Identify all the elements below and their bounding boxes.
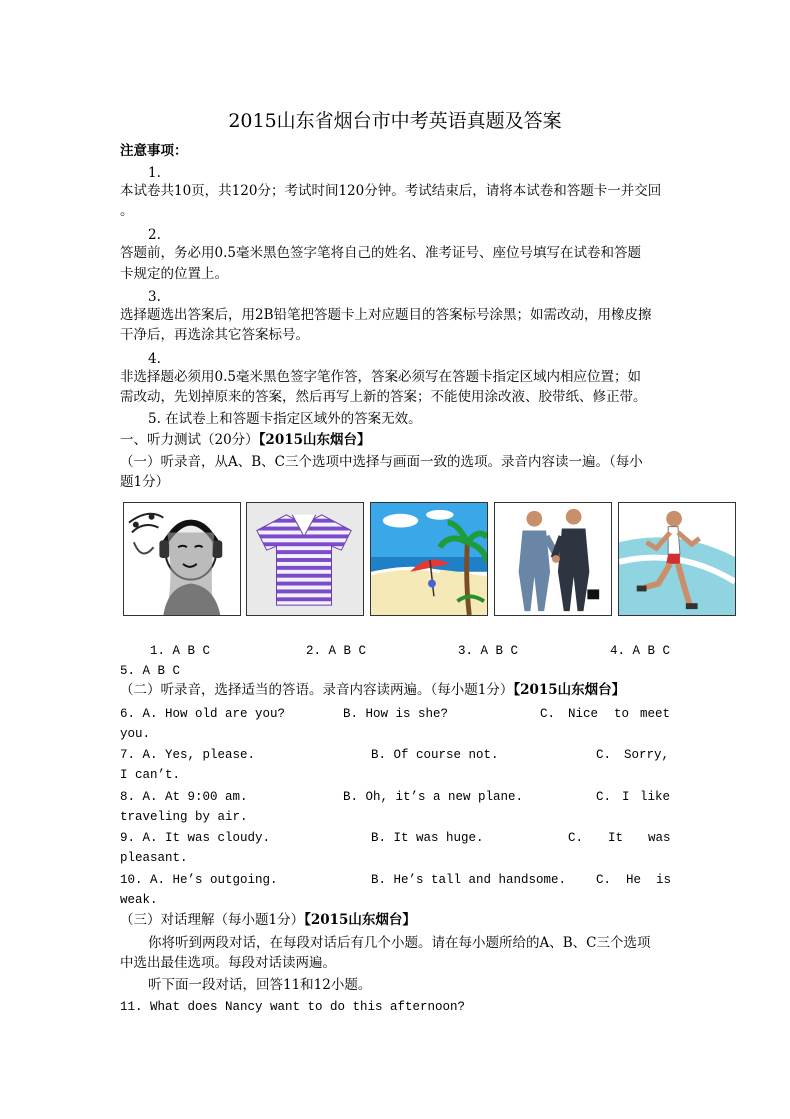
girl-headphones-icon bbox=[124, 503, 240, 615]
picture-beach bbox=[370, 502, 488, 616]
q10-option-c-label: C. bbox=[596, 873, 612, 887]
q6-option-a: 6. A. How old are you? bbox=[120, 707, 286, 721]
page-title: 2015山东省烟台市中考英语真题及答案 bbox=[228, 110, 562, 132]
part-2-tag: 【2015山东烟台】 bbox=[513, 682, 626, 698]
note-3-line-2: 干净后，再选涂其它答案标号。 bbox=[120, 327, 309, 343]
q8-option-c-label: C. bbox=[596, 790, 612, 804]
beach-icon bbox=[371, 503, 487, 615]
q7-option-b: B. Of course not. bbox=[371, 748, 499, 762]
q10-option-b: B. He’s tall and handsome. bbox=[371, 873, 567, 887]
q9-option-a: 9. A. It was cloudy. bbox=[120, 831, 271, 845]
picture-option-5: 5. A B C bbox=[120, 664, 181, 678]
picture-runner bbox=[618, 502, 736, 616]
picture-option-2: 2. A B C bbox=[306, 644, 367, 658]
section-1-heading bbox=[120, 431, 371, 449]
note-1-num: 1. bbox=[148, 165, 161, 181]
note-4-line-1: 非选择题必须用0.5毫米黑色签字笔作答，答案必须写在答题卡指定区域内相应位置；如 bbox=[120, 369, 641, 385]
q9-continuation: pleasant. bbox=[120, 851, 188, 865]
part-3-sub: 听下面一段对话，回答11和12小题。 bbox=[148, 977, 372, 993]
note-2-line-2: 卡规定的位置上。 bbox=[120, 266, 228, 282]
picture-girl-headphones bbox=[123, 502, 241, 616]
note-2-line-1: 答题前，务必用0.5毫米黑色签字笔将自己的姓名、准考证号、座位号填写在试卷和答题 bbox=[120, 245, 641, 261]
runner-icon bbox=[619, 503, 735, 615]
q8-continuation: traveling by air. bbox=[120, 810, 248, 824]
part-3-heading bbox=[120, 911, 416, 929]
q8-option-b: B. Oh, it’s a new plane. bbox=[343, 790, 524, 804]
q6-option-b: B. How is she? bbox=[343, 707, 449, 721]
q7-option-c-label: C. bbox=[596, 748, 612, 762]
part-2-heading bbox=[120, 681, 625, 699]
q9-option-c-w2: was bbox=[648, 831, 671, 845]
part-2-text: （二）听录音，选择适当的答语。录音内容读两遍。（每小题1分） bbox=[120, 682, 514, 698]
q8-option-a: 8. A. At 9:00 am. bbox=[120, 790, 248, 804]
q7-option-a: 7. A. Yes, please. bbox=[120, 748, 256, 762]
note-1-line-2: 。 bbox=[120, 203, 134, 219]
picture-option-3: 3. A B C bbox=[458, 644, 519, 658]
q7-option-c-text: Sorry, bbox=[624, 748, 670, 762]
part-3-text: （三）对话理解（每小题1分） bbox=[120, 912, 305, 928]
note-1-line-1: 本试卷共10页，共120分；考试时间120分钟。考试结束后，请将本试卷和答题卡一并交回 bbox=[120, 183, 662, 199]
striped-shirt-icon bbox=[247, 503, 363, 615]
part-3-intro-line-2: 中选出最佳选项。每段对话读两遍。 bbox=[120, 955, 336, 971]
q6-option-c-w2: to bbox=[614, 707, 630, 721]
part-1-line-2: 题1分） bbox=[120, 474, 170, 490]
notice-header: 注意事项： bbox=[120, 143, 188, 159]
section-1-text: 一、听力测试（20分） bbox=[120, 432, 259, 448]
picture-option-1: 1. A B C bbox=[150, 644, 211, 658]
q9-option-c-label: C. bbox=[568, 831, 584, 845]
note-4-line-2: 需改动，先划掉原来的答案，然后再写上新的答案；不能使用涂改液、胶带纸、修正带。 bbox=[120, 389, 647, 405]
part-1-line-1: （一）听录音，从A、B、C三个选项中选择与画面一致的选项。录音内容读一遍。（每小 bbox=[120, 454, 643, 470]
note-2-num: 2. bbox=[148, 227, 161, 243]
q10-continuation: weak. bbox=[120, 893, 158, 907]
part-3-intro-line-1: 你将听到两段对话，在每段对话后有几个小题。请在每小题所给的A、B、C三个选项 bbox=[148, 935, 651, 951]
note-4-num: 4. bbox=[148, 351, 161, 367]
note-3-num: 3. bbox=[148, 289, 161, 305]
picture-handshake bbox=[494, 502, 612, 616]
q7-continuation: I can’t. bbox=[120, 768, 181, 782]
q6-option-c-w1: Nice bbox=[568, 707, 599, 721]
q9-option-b: B. It was huge. bbox=[371, 831, 484, 845]
picture-striped-shirt bbox=[246, 502, 364, 616]
picture-option-4: 4. A B C bbox=[610, 644, 671, 658]
q10-option-c-w2: is bbox=[656, 873, 672, 887]
q6-option-c-w3: meet bbox=[640, 707, 671, 721]
note-3-line-1: 选择题选出答案后，用2B铅笔把答题卡上对应题目的答案标号涂黑；如需改动，用橡皮擦 bbox=[120, 307, 652, 323]
q10-option-c-w1: He bbox=[626, 873, 642, 887]
note-5: 5. 在试卷上和答题卡指定区域外的答案无效。 bbox=[148, 411, 422, 427]
handshake-icon bbox=[495, 503, 611, 615]
q8-option-c-w1: I bbox=[622, 790, 630, 804]
q10-option-a: 10. A. He’s outgoing. bbox=[120, 873, 278, 887]
q6-continuation: you. bbox=[120, 727, 151, 741]
q6-option-c-label: C. bbox=[540, 707, 556, 721]
q9-option-c-w1: It bbox=[608, 831, 624, 845]
q8-option-c-w2: like bbox=[640, 790, 671, 804]
question-11: 11. What does Nancy want to do this afternoon? bbox=[120, 1000, 466, 1014]
part-3-tag: 【2015山东烟台】 bbox=[304, 912, 416, 928]
section-1-tag: 【2015山东烟台】 bbox=[258, 432, 371, 448]
